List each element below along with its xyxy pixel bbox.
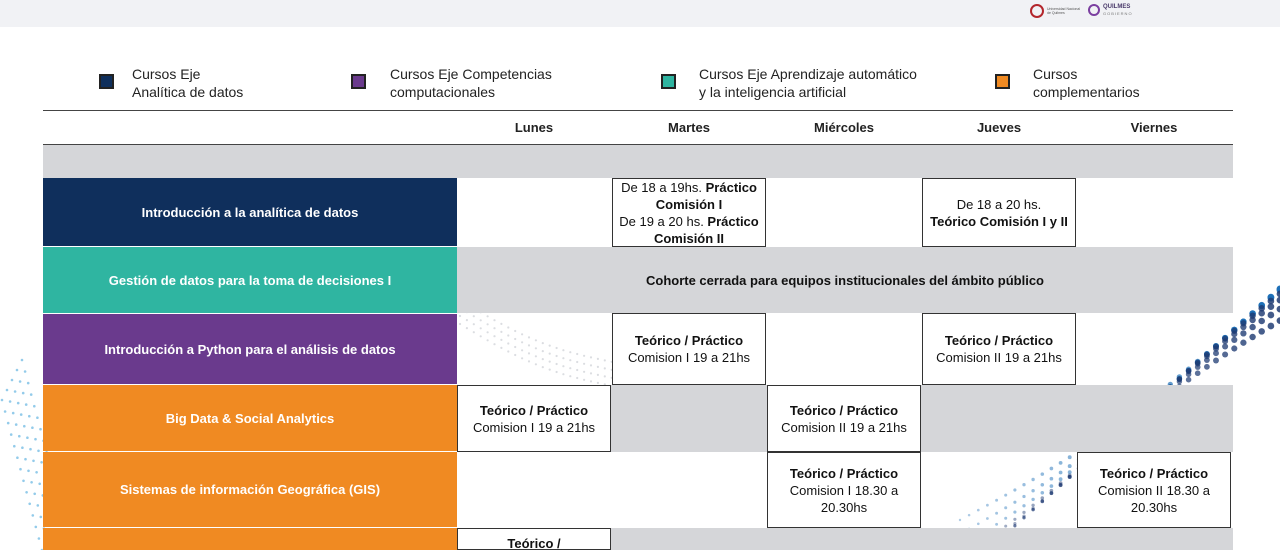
course-gis: Sistemas de información Geográfica (GIS) <box>43 452 457 527</box>
quilmes-logo-name: QUILMES <box>1103 4 1131 10</box>
day-header-jueves: Jueves <box>976 120 1022 135</box>
legend-item-competencias <box>351 65 552 101</box>
course-big-data: Big Data & Social Analytics <box>43 385 457 451</box>
header-top-rule <box>43 110 1233 111</box>
schedule-gis-miercoles: Teórico / Práctico Comision I 18.30 a 20.30hs <box>767 452 921 528</box>
day-header-lunes: Lunes <box>514 120 554 135</box>
legend-swatch-competencias <box>351 74 366 89</box>
quilmes-logo-icon <box>1088 4 1100 16</box>
university-seal-icon <box>1030 4 1044 18</box>
day-header-martes: Martes <box>668 120 710 135</box>
university-logo <box>1030 4 1081 18</box>
legend-label-analitica: Cursos Eje Analítica de datos <box>132 66 244 100</box>
course-python: Introducción a Python para el análisis de datos <box>43 314 457 384</box>
university-logo-text: Universidad Nacional de Quilmes <box>1047 7 1081 15</box>
schedule-bigdata-miercoles: Teórico / Práctico Comision II 19 a 21hs <box>767 385 921 452</box>
legend-swatch-complementarios <box>995 74 1010 89</box>
schedule-analitica-martes: De 18 a 19hs. Práctico Comisión I De 19 a 20 hs. Práctico Comisión II <box>612 178 766 247</box>
course-complementario-extra <box>43 528 457 550</box>
schedule-analitica-jueves: De 18 a 20 hs. Teórico Comisión I y II <box>922 178 1076 247</box>
course-gestion-datos: Gestión de datos para la toma de decisiones I <box>43 247 457 313</box>
empty-separator-row <box>43 145 1233 178</box>
schedule-gis-viernes: Teórico / Práctico Comision II 18.30 a 20.30hs <box>1077 452 1231 528</box>
course-analitica: Introducción a la analítica de datos <box>43 178 457 246</box>
legend-swatch-analitica <box>99 74 114 89</box>
schedule-python-jueves: Teórico / Práctico Comision II 19 a 21hs <box>922 313 1076 385</box>
schedule-last-lunes: Teórico / <box>457 528 611 550</box>
legend-label-complementarios: Cursos complementarios <box>1033 66 1140 100</box>
legend-swatch-aprendizaje <box>661 74 676 89</box>
legend-item-analitica <box>99 65 243 101</box>
legend-item-aprendizaje <box>661 65 917 101</box>
day-header-viernes: Viernes <box>1130 120 1178 135</box>
legend-item-complementarios <box>995 65 1140 101</box>
schedule-python-martes: Teórico / Práctico Comision I 19 a 21hs <box>612 313 766 385</box>
gestion-cohorte-note: Cohorte cerrada para equipos institucionales del ámbito público <box>645 272 1045 288</box>
legend-label-aprendizaje: Cursos Eje Aprendizaje automático y la inteligencia artificial <box>699 66 917 100</box>
quilmes-government-logo <box>1088 4 1133 16</box>
legend-label-competencias: Cursos Eje Competencias computacionales <box>390 66 552 100</box>
top-bar <box>0 0 1280 27</box>
schedule-bigdata-lunes: Teórico / Práctico Comision I 19 a 21hs <box>457 385 611 452</box>
day-header-miercoles: Miércoles <box>814 120 874 135</box>
quilmes-logo-sub: GOBIERNO <box>1103 11 1133 16</box>
